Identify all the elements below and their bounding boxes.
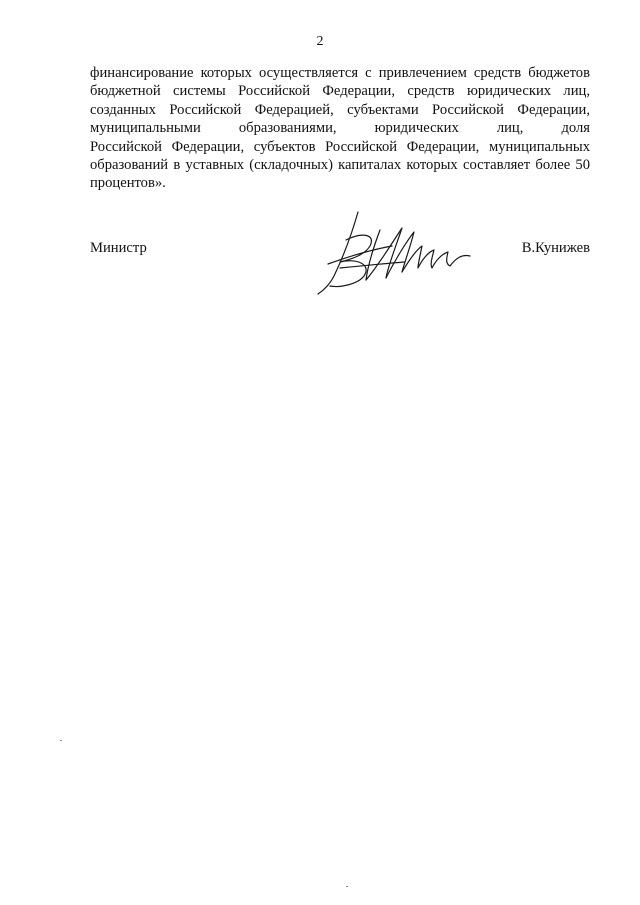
body-line: созданных Российской Федерацией, субъектами Российской Федерации, <box>90 101 590 118</box>
scan-speck <box>346 886 348 887</box>
body-line: образований в уставных (складочных) капиталах которых составляет более 50 <box>90 157 590 174</box>
body-line: процентов». <box>90 175 166 192</box>
signature-block <box>90 236 590 296</box>
page-number: 2 <box>316 34 324 49</box>
body-line: Российской Федерации, субъектов Российской Федерации, муниципальных <box>90 138 590 155</box>
body-paragraph <box>90 64 590 193</box>
handwritten-signature-icon <box>310 206 480 296</box>
scan-speck <box>60 740 62 741</box>
body-line: бюджетной системы Российской Федерации, средств юридических лиц, <box>90 83 590 100</box>
body-line: финансирование которых осуществляется с привлечением средств бюджетов <box>90 65 590 81</box>
signatory-name: В.Кунижев <box>521 240 590 256</box>
body-line: муниципальными образованиями, юридических лиц, доля <box>90 120 590 137</box>
position-title: Министр <box>90 240 147 256</box>
